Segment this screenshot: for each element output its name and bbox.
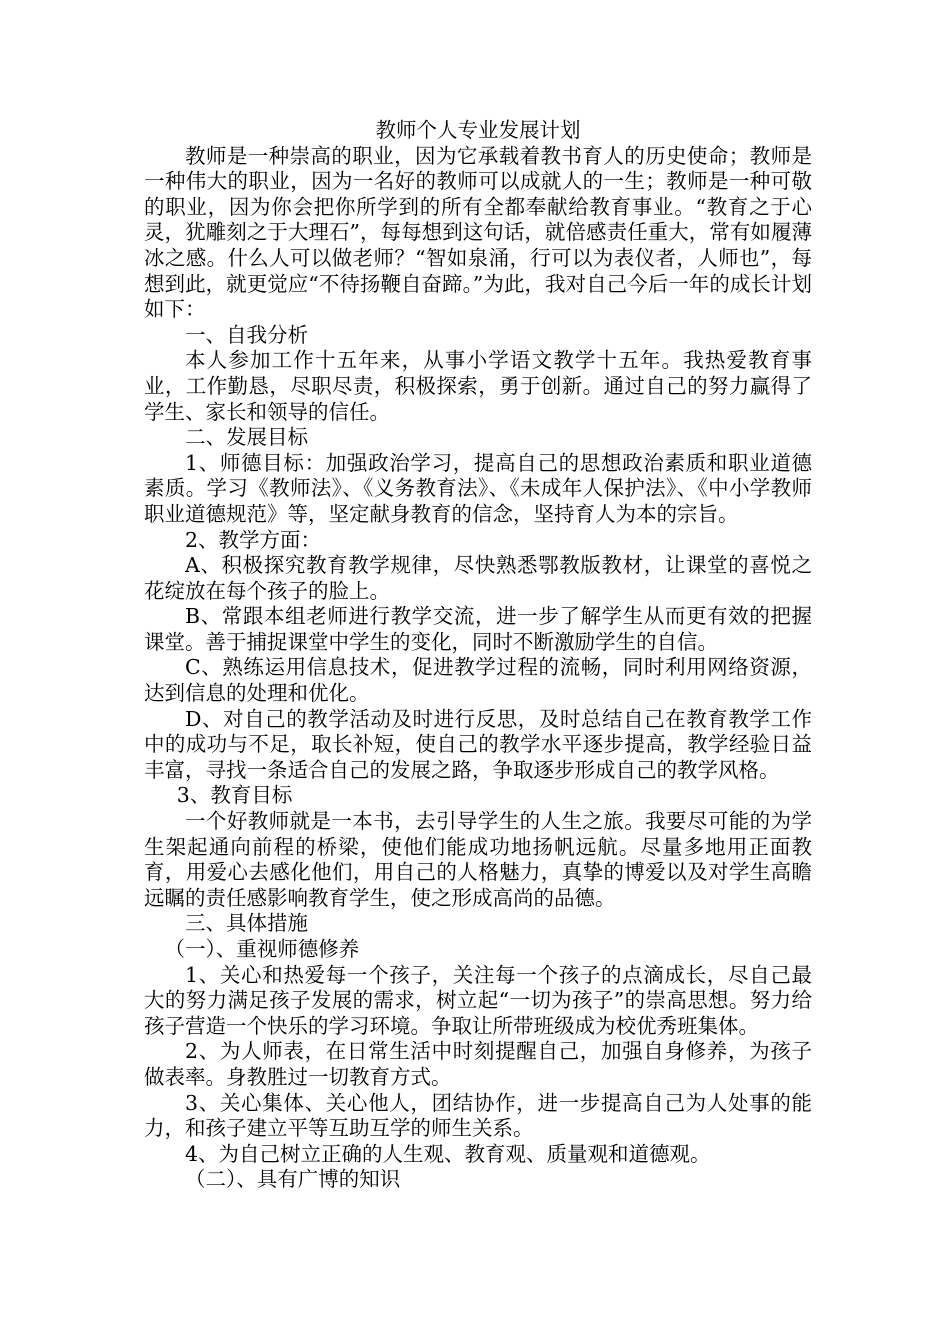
measure-item-1: 1、关心和热爱每一个孩子，关注每一个孩子的点滴成长，尽自己最大的努力满足孩子发展的需求，树立起“一切为孩子”的崇高思想。努力给孩子营造一个快乐的学习环境。争取让所带班级成为校优秀班集体。: [144, 962, 812, 1038]
education-goal-paragraph: 一个好教师就是一本书，去引导学生的人生之旅。我要尽可能的为学生架起通向前程的桥梁，使他们能成功地扬帆远航。尽量多地用正面教育，用爱心去感化他们，用自己的人格魅力，真挚的博爱以及对学生高瞻远瞩的责任感影响教育学生，使之形成高尚的品德。: [144, 809, 812, 910]
teaching-item-d: D、对自己的教学活动及时进行反思，及时总结自己在教育教学工作中的成功与不足，取长补短，使自己的教学水平逐步提高，教学经验日益丰富，寻找一条适合自己的发展之路，争取逐步形成自己的教学风格。: [144, 706, 812, 782]
document-title: 教师个人专业发展计划: [375, 118, 581, 142]
section-heading-self-analysis: 一、自我分析: [185, 322, 308, 347]
measure-item-3: 3、关心集体、关心他人，团结协作，进一步提高自己为人处事的能力，和孩子建立平等互助互学的师生关系。: [144, 1090, 812, 1141]
section-heading-goals: 二、发展目标: [185, 425, 308, 450]
measure-item-2: 2、为人师表，在日常生活中时刻提醒自己，加强自身修养，为孩子做表率。身教胜过一切教育方式。: [144, 1039, 812, 1089]
measures-subheading-ethics: （一）、重视师德修养: [164, 937, 360, 961]
section-heading-measures: 三、具体措施: [185, 911, 308, 936]
teaching-item-c: C、熟练运用信息技术，促进教学过程的流畅，同时利用网络资源，达到信息的处理和优化。: [144, 655, 812, 706]
education-goal-heading: 3、教育目标: [176, 783, 293, 808]
measures-subheading-knowledge: （二）、具有广博的知识: [185, 1167, 401, 1192]
teaching-item-a: A、积极探究教育教学规律，尽快熟悉鄂教版教材，让课堂的喜悦之花绽放在每个孩子的脸上。: [144, 553, 812, 603]
intro-paragraph: 教师是一种崇高的职业，因为它承载着教书育人的历史使命；教师是一种伟大的职业，因为一名好的教师可以成就人的一生；教师是一种可敬的职业，因为你会把你所学到的所有全都奉献给教育事业。“教育之于心灵，犹雕刻之于大理石”，每每想到这句话，就倍感责任重大，常有如履薄冰之感。什么人可以做老师？“智如泉涌，行可以为表仪者，人师也”，每想到此，就更觉应“不待扬鞭自奋蹄。”为此，我对自己今后一年的成长计划如下：: [144, 143, 812, 322]
document-page: [144, 118, 812, 1193]
ethics-goal-paragraph: 1、师德目标：加强政治学习，提高自己的思想政治素质和职业道德素质。学习《教师法》、《义务教育法》、《未成年人保护法》、《中小学教师职业道德规范》等，坚定献身教育的信念，坚持育人为本的宗旨。: [144, 450, 812, 526]
self-analysis-paragraph: 本人参加工作十五年来，从事小学语文教学十五年。我热爱教育事业，工作勤恳，尽职尽责，积极探索，勇于创新。通过自己的努力赢得了学生、家长和领导的信任。: [144, 348, 812, 424]
measure-item-4: 4、为自己树立正确的人生观、教育观、质量观和道德观。: [185, 1141, 711, 1166]
teaching-item-b: B、常跟本组老师进行教学交流，进一步了解学生从而更有效的把握课堂。善于捕捉课堂中学生的变化，同时不断激励学生的自信。: [144, 604, 812, 654]
teaching-goal-heading: 2、教学方面：: [185, 527, 322, 552]
